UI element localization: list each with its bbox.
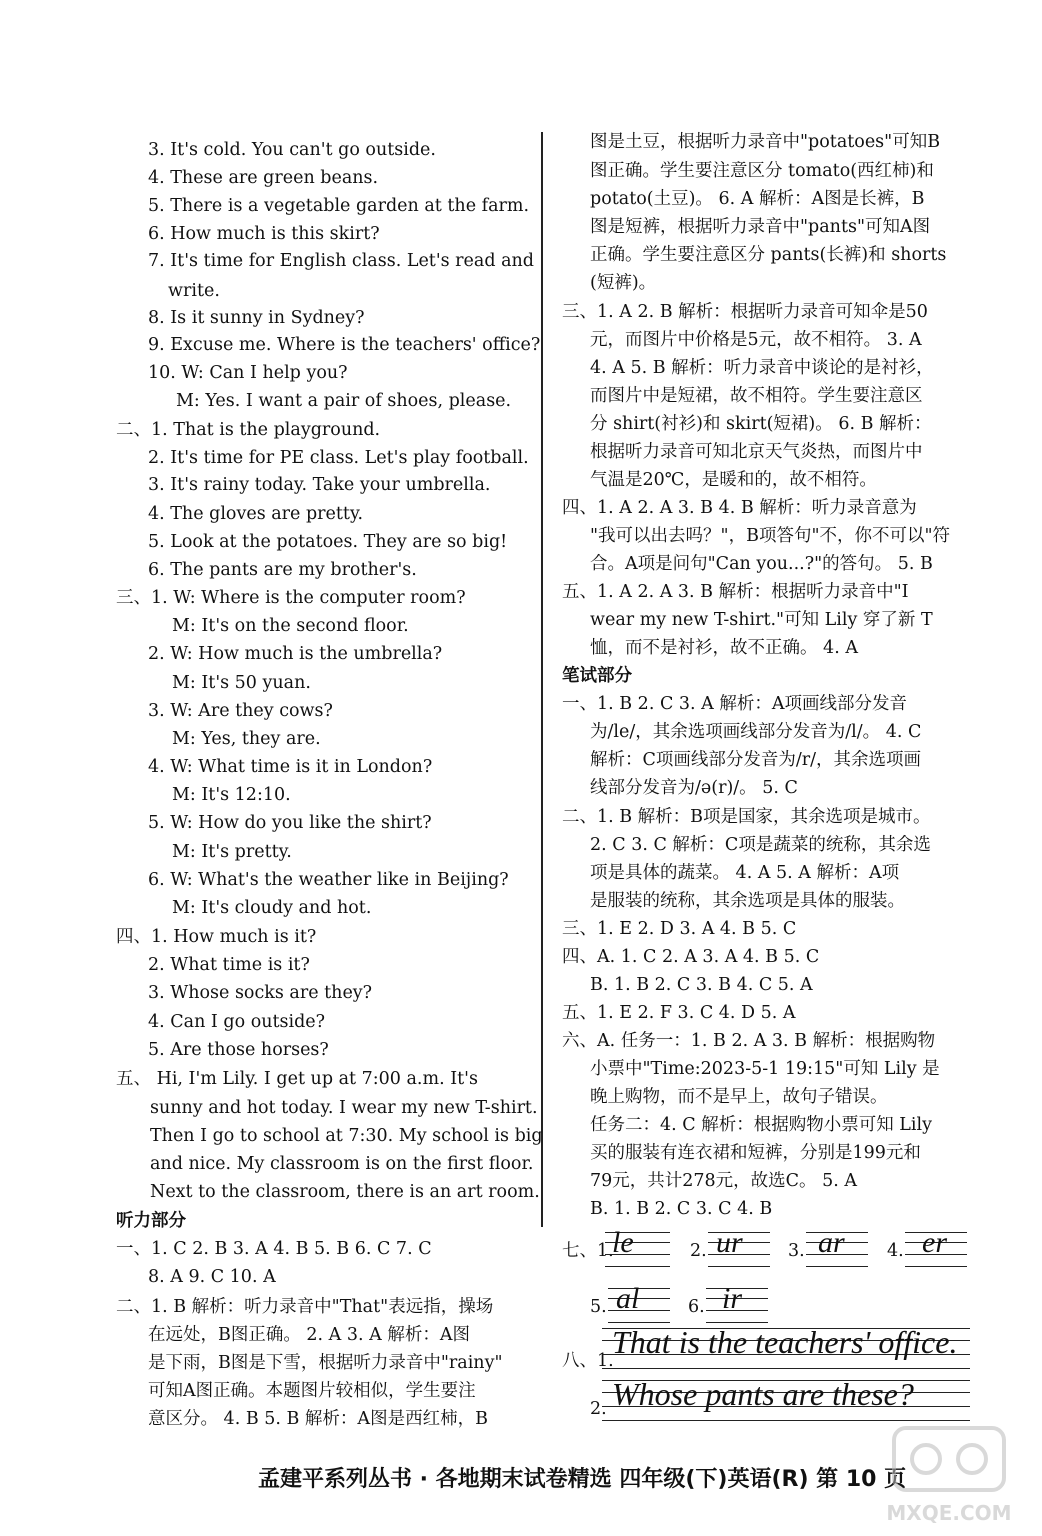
watermark-logo	[874, 1420, 1024, 1530]
text-line: M: It's on the second floor.	[172, 616, 409, 636]
text-line: 9. Excuse me. Where is the teachers' office?	[148, 335, 541, 355]
text-line: 4. A 5. B 解析：听力录音中谈论的是衬衫，	[590, 358, 934, 378]
text-line: 三、1. A 2. B 解析：根据听力录音可知伞是50	[562, 302, 928, 322]
text-line: 二、1. That is the playground.	[116, 420, 381, 440]
text-line: and nice. My classroom is on the first floor.	[150, 1154, 534, 1174]
text-line: 一、1. B 2. C 3. A 解析：A项画线部分发音	[562, 694, 907, 714]
text-line: 8. Is it sunny in Sydney?	[148, 308, 365, 328]
text-line: 79元，共计278元，故选C。 5. A	[590, 1171, 858, 1191]
text-line: 6. The pants are my brother's.	[148, 560, 417, 580]
text-line: 意区分。 4. B 5. B 解析：A图是西红柿，B	[148, 1409, 488, 1429]
watermark-icon	[874, 1420, 1024, 1530]
text-line: 五、1. A 2. A 3. B 解析：根据听力录音中"I	[562, 582, 909, 602]
text-line: 8. A 9. C 10. A	[148, 1267, 276, 1287]
handwritten-sentence: That is the teachers' office.	[612, 1324, 958, 1360]
text-line: 图是土豆，根据听力录音中"potatoes"可知B	[590, 132, 941, 152]
text-line: M: It's cloudy and hot.	[172, 898, 372, 918]
text-line: 三、1. W: Where is the computer room?	[116, 588, 466, 608]
handwritten-answer: ar	[818, 1226, 845, 1259]
text-line: 在远处，B图正确。 2. A 3. A 解析：A图	[148, 1325, 470, 1345]
text-line: 元，而图片中价格是5元，故不相符。 3. A	[590, 330, 922, 350]
text-line: 4. W: What time is it in London?	[148, 757, 433, 777]
column-divider	[541, 132, 543, 1227]
watermark-text: MXQE.COM	[886, 1501, 1012, 1525]
text-line: B. 1. B 2. C 3. C 4. B	[590, 1199, 773, 1219]
text-line: 2. What time is it?	[148, 955, 310, 975]
text-line: potato(土豆)。 6. A 解析：A图是长裤，B	[590, 189, 925, 209]
text-line: wear my new T-shirt."可知 Lily 穿了新 T	[590, 610, 933, 630]
text-line: 合。A项是问句"Can you...?"的答句。 5. B	[590, 554, 933, 574]
text-line: 6. W: What's the weather like in Beijing?	[148, 870, 509, 890]
text-line: Next to the classroom, there is an art room.	[150, 1182, 540, 1202]
text-line: 5. There is a vegetable garden at the farm.	[148, 196, 530, 216]
handwritten-answer: ir	[722, 1282, 743, 1315]
text-line: 解析：C项画线部分发音为/r/，其余选项画	[590, 750, 922, 770]
text-line: 正确。学生要注意区分 pants(长裤)和 shorts	[590, 245, 947, 265]
text-line: 3. W: Are they cows?	[148, 701, 333, 721]
text-line: 6. How much is this skirt?	[148, 224, 380, 244]
text-line: 五、1. E 2. F 3. C 4. D 5. A	[562, 1003, 796, 1023]
text-line: 任务二：4. C 解析：根据购物小票可知 Lily	[590, 1115, 932, 1135]
text-line: 2. W: How much is the umbrella?	[148, 644, 443, 664]
text-line: "我可以出去吗？"，B项答句"不，你不可以"符	[590, 526, 951, 546]
text-line: 图是短裤，根据听力录音中"pants"可知A图	[590, 217, 931, 237]
text-line: M: Yes, they are.	[172, 729, 321, 749]
handwritten-answer: er	[922, 1226, 947, 1259]
section-heading: 听力部分	[116, 1211, 186, 1231]
blank-number: 2.	[690, 1241, 707, 1261]
text-line: 而图片中是短裙，故不相符。学生要注意区	[590, 386, 923, 406]
text-line: 小票中"Time:2023-5-1 19:15"可知 Lily 是	[590, 1059, 940, 1079]
text-line: 5. Look at the potatoes. They are so big!	[148, 532, 508, 552]
page-footer: 孟建平系列丛书 · 各地期末试卷精选 四年级(下)英语(R) 第 10 页	[258, 1467, 907, 1492]
text-line: M: It's pretty.	[172, 842, 292, 862]
text-line: 根据听力录音可知北京天气炎热，而图片中	[590, 442, 923, 462]
text-line: 2. It's time for PE class. Let's play football.	[148, 448, 529, 468]
text-line: 五、 Hi, I'm Lily. I get up at 7:00 a.m. It's	[116, 1069, 478, 1089]
text-line: 四、1. A 2. A 3. B 4. B 解析：听力录音意为	[562, 498, 917, 518]
text-line: 六、A. 任务一：1. B 2. A 3. B 解析：根据购物	[562, 1031, 936, 1051]
text-line: 为/le/，其余选项画线部分发音为/l/。 4. C	[590, 722, 922, 742]
text-line: 线部分发音为/ə(r)/。 5. C	[590, 778, 798, 798]
blank-number: 5.	[590, 1297, 607, 1317]
text-line: 图正确。学生要注意区分 tomato(西红柿)和	[590, 161, 934, 181]
text-line: 四、A. 1. C 2. A 3. A 4. B 5. C	[562, 947, 820, 967]
text-line: 可知A图正确。本题图片较相似，学生要注	[148, 1381, 476, 1401]
text-line: 是下雨，B图是下雪，根据听力录音中"rainy"	[148, 1353, 503, 1373]
text-line: sunny and hot today. I wear my new T-shirt.	[150, 1098, 538, 1118]
blank-number: 3.	[788, 1241, 805, 1261]
text-line: 是服装的统称，其余选项是具体的服装。	[590, 891, 905, 911]
text-line: 分 shirt(衬衫)和 skirt(短裙)。 6. B 解析：	[590, 414, 932, 434]
text-line: 3. It's rainy today. Take your umbrella.	[148, 475, 491, 495]
text-line: 4. These are green beans.	[148, 168, 379, 188]
section-heading: 笔试部分	[562, 666, 632, 686]
text-line: 恤，而不是衬衫，故不正确。 4. A	[590, 638, 858, 658]
blank-number: 6.	[688, 1297, 705, 1317]
text-line: 3. Whose socks are they?	[148, 983, 373, 1003]
text-line: M: Yes. I want a pair of shoes, please.	[176, 391, 512, 411]
text-line: M: It's 50 yuan.	[172, 673, 311, 693]
text-line: 项是具体的蔬菜。 4. A 5. A 解析：A项	[590, 863, 900, 883]
sentence-number: 2.	[590, 1399, 607, 1419]
text-line: 5. W: How do you like the shirt?	[148, 813, 432, 833]
text-line: 买的服装有连衣裙和短裤，分别是199元和	[590, 1143, 921, 1163]
text-line: 4. Can I go outside?	[148, 1012, 326, 1032]
text-line: 气温是20℃，是暖和的，故不相符。	[590, 470, 877, 490]
text-line: 二、1. B 解析：听力录音中"That"表远指，操场	[116, 1297, 494, 1317]
text-line: 4. The gloves are pretty.	[148, 504, 364, 524]
text-line: 5. Are those horses?	[148, 1040, 329, 1060]
text-line: 一、1. C 2. B 3. A 4. B 5. B 6. C 7. C	[116, 1239, 432, 1259]
text-line: 7. It's time for English class. Let's read and	[148, 251, 535, 271]
section7-label: 七、1.	[562, 1241, 614, 1261]
handwritten-answer: ur	[716, 1226, 743, 1259]
handwritten-answer: al	[616, 1282, 640, 1315]
text-line: (短裤)。	[590, 273, 657, 293]
text-line: Then I go to school at 7:30. My school is big	[150, 1126, 543, 1146]
text-line: write.	[168, 281, 220, 301]
text-line: M: It's 12:10.	[172, 785, 291, 805]
section8-label: 八、1.	[562, 1351, 614, 1371]
text-line: 2. C 3. C 解析：C项是蔬菜的统称，其余选	[590, 835, 931, 855]
text-line: 3. It's cold. You can't go outside.	[148, 140, 436, 160]
text-line: 二、1. B 解析：B项是国家，其余选项是城市。	[562, 807, 931, 827]
blank-number: 4.	[887, 1241, 904, 1261]
handwritten-answer: le	[612, 1226, 634, 1259]
handwritten-sentence: Whose pants are these?	[612, 1376, 914, 1412]
text-line: 晚上购物，而不是早上，故句子错误。	[590, 1087, 888, 1107]
text-line: 10. W: Can I help you?	[148, 363, 348, 383]
text-line: 四、1. How much is it?	[116, 927, 317, 947]
text-line: B. 1. B 2. C 3. B 4. C 5. A	[590, 975, 813, 995]
text-line: 三、1. E 2. D 3. A 4. B 5. C	[562, 919, 797, 939]
